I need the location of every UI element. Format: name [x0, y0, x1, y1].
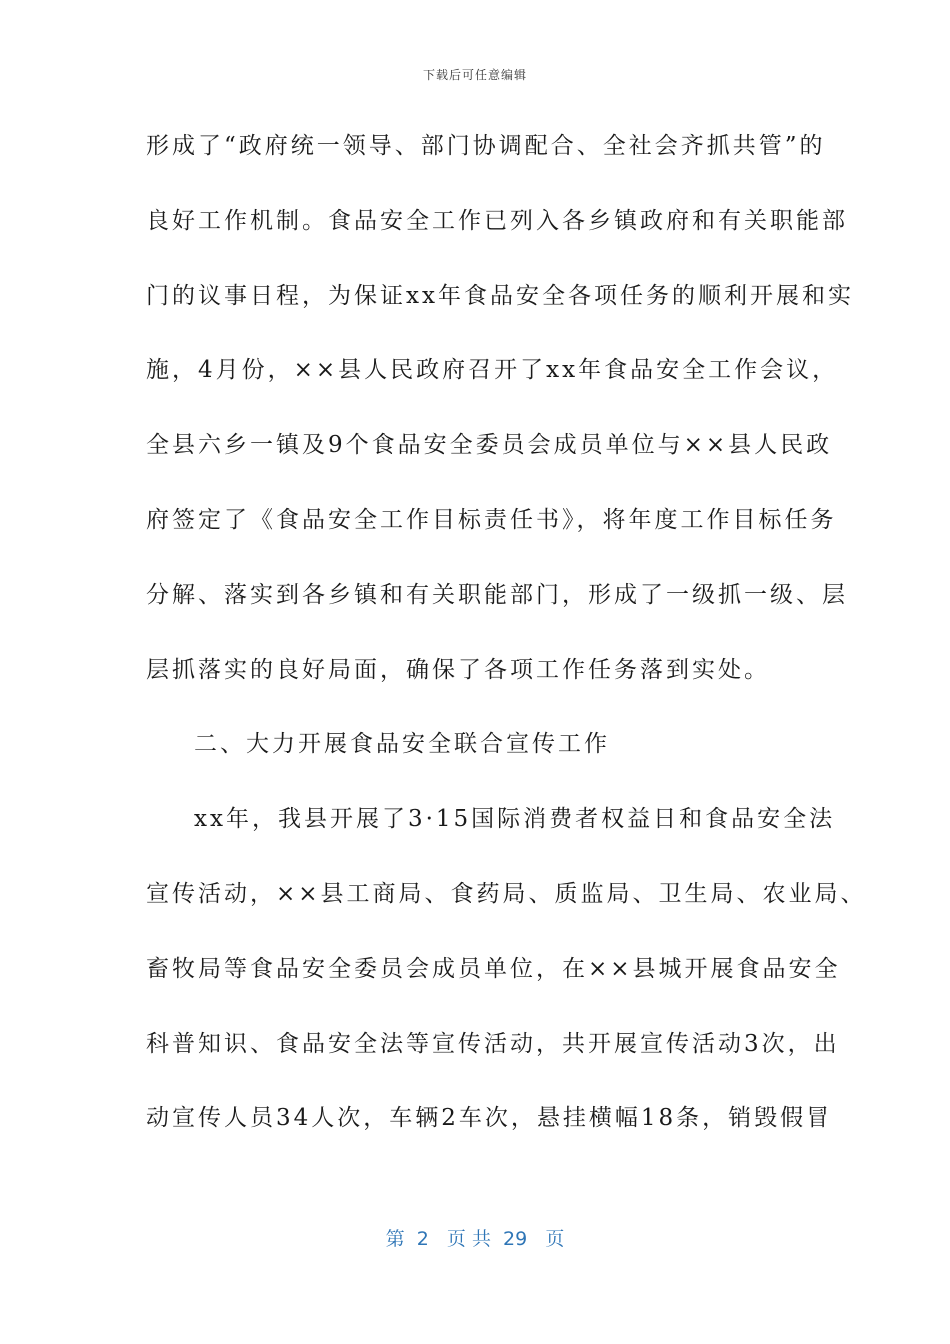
paragraph-line: 府签定了《食品安全工作目标责任书》，将年度工作目标任务: [146, 506, 837, 533]
page-number-footer: 第 2 页 共 29 页: [385, 1228, 565, 1250]
section-heading: 二、大力开展食品安全联合宣传工作: [194, 731, 610, 758]
paragraph-line: 宣传活动，××县工商局、食药局、质监局、卫生局、农业局、: [146, 880, 867, 907]
paragraph-line: 形成了“政府统一领导、部门协调配合、全社会齐抓共管”的: [146, 133, 826, 159]
paragraph-line: 施，4月份，××县人民政府召开了xx年食品安全工作会议，: [146, 357, 839, 384]
paragraph-line: 畜牧局等食品安全委员会成员单位，在××县城开展食品安全: [146, 955, 841, 982]
paragraph-line: 动宣传人员34人次，车辆2车次，悬挂横幅18条，销毁假冒: [146, 1105, 833, 1132]
paragraph-line: 门的议事日程，为保证xx年食品安全各项任务的顺利开展和实: [146, 282, 854, 309]
paragraph-line: 良好工作机制。食品安全工作已列入各乡镇政府和有关职能部: [146, 207, 848, 234]
paragraph-line: xx年，我县开展了3·15国际消费者权益日和食品安全法: [194, 806, 836, 833]
paragraph-line: 全县六乡一镇及9个食品安全委员会成员单位与××县人民政: [146, 432, 833, 459]
paragraph-line: 分解、落实到各乡镇和有关职能部门，形成了一级抓一级、层: [146, 581, 848, 608]
page-header: 下载后可任意编辑: [422, 68, 527, 82]
paragraph-line: 层抓落实的良好局面，确保了各项工作任务落到实处。: [146, 656, 770, 683]
document-body: [146, 128, 867, 1175]
paragraph-line: 科普知识、食品安全法等宣传活动，共开展宣传活动3次，出: [146, 1030, 840, 1057]
